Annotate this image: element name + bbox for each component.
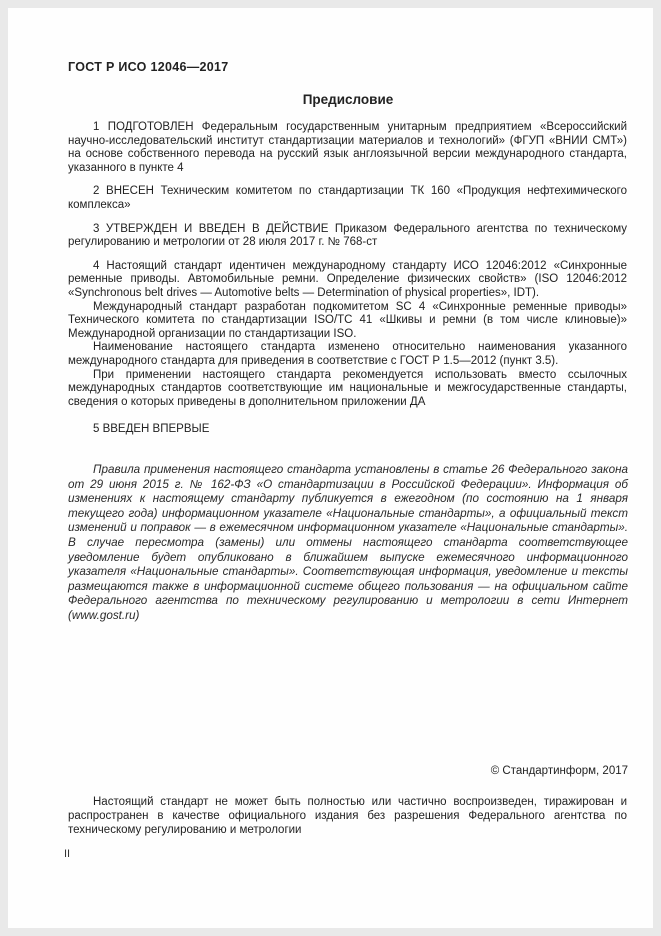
page-number: II — [64, 848, 71, 860]
foreword-item-4-continuation-2: Наименование настоящего стандарта изменено относительно наименования указанного международного стандарта для приведения в соответствие с ГОСТ Р 1.5—2012 (пункт 3.5). — [68, 341, 627, 367]
legal-application-note: Правила применения настоящего стандарта установлены в статье 26 Федерального закона от 29 июня 2015 г. № 162-ФЗ «О стандартизации в Российской Федерации». Информация об изменениях к настоящему стандарту публикуется в ежегодном (по состоянию на 1 января текущего года) информационном указателе «Национальные стандарты», а официальный текст изменений и поправок — в ежемесячном информационном указателе «Национальные стандарты». В случае пересмотра (замены) или отмены настоящего стандарта соответствующее уведомление будет опубликовано в ближайшем выпуске ежемесячного информационного указателя «Национальные стандарты». Соответствующая информация, уведомление и тексты размещаются также в информационной системе общего пользования — на официальном сайте Федерального агентства по техническому регулированию и метрологии в сети Интернет (www.gost.ru) — [68, 463, 628, 622]
copyright-line: © Стандартинформ, 2017 — [490, 765, 628, 777]
foreword-body — [68, 121, 627, 437]
foreword-item-1: 1 ПОДГОТОВЛЕН Федеральным государственным унитарным предприятием «Всероссийский научно-исследовательский институт стандартизации материалов и технологий» (ФГУП «ВНИИ СМТ») на основе собственного перевода на русский язык англоязычной версии международного стандарта, указанного в пункте 4 — [68, 121, 627, 174]
foreword-item-4-continuation-1: Международный стандарт разработан подкомитетом SC 4 «Синхронные ременные приводы» Технического комитета по стандартизации ISO/TC 41 «Шкивы и ремни (в том числе клиновые)» Международной организации по стандартизации ISO. — [68, 300, 627, 340]
document-code-header: ГОСТ Р ИСО 12046—2017 — [68, 60, 229, 74]
reproduction-restriction-note: Настоящий стандарт не может быть полностью или частично воспроизведен, тиражирован и распространен в качестве официального издания без разрешения Федерального агентства по техническому регулированию и метрологии — [68, 796, 627, 836]
document-page — [8, 8, 653, 928]
foreword-item-4-continuation-3: При применении настоящего стандарта рекомендуется использовать вместо ссылочных международных стандартов соответствующие им национальные и межгосударственные стандарты, сведения о которых приведены в дополнительном приложении ДА — [68, 368, 627, 408]
foreword-item-5: 5 ВВЕДЕН ВПЕРВЫЕ — [93, 423, 210, 436]
foreword-item-3: 3 УТВЕРЖДЕН И ВВЕДЕН В ДЕЙСТВИЕ Приказом Федерального агентства по техническому регулированию и метрологии от 28 июля 2017 г. № 768-ст — [68, 222, 627, 249]
foreword-item-2: 2 ВНЕСЕН Техническим комитетом по стандартизации ТК 160 «Продукция нефтехимического комплекса» — [68, 185, 627, 211]
section-title: Предисловие — [302, 92, 394, 107]
foreword-item-4: 4 Настоящий стандарт идентичен международному стандарту ИСО 12046:2012 «Синхронные ременные приводы. Автомобильные ремни. Определение физических свойств» (ISO 12046:2012 «Synchronous belt drives — Automotive belts — Determination of physical properties», IDT). — [68, 259, 627, 299]
